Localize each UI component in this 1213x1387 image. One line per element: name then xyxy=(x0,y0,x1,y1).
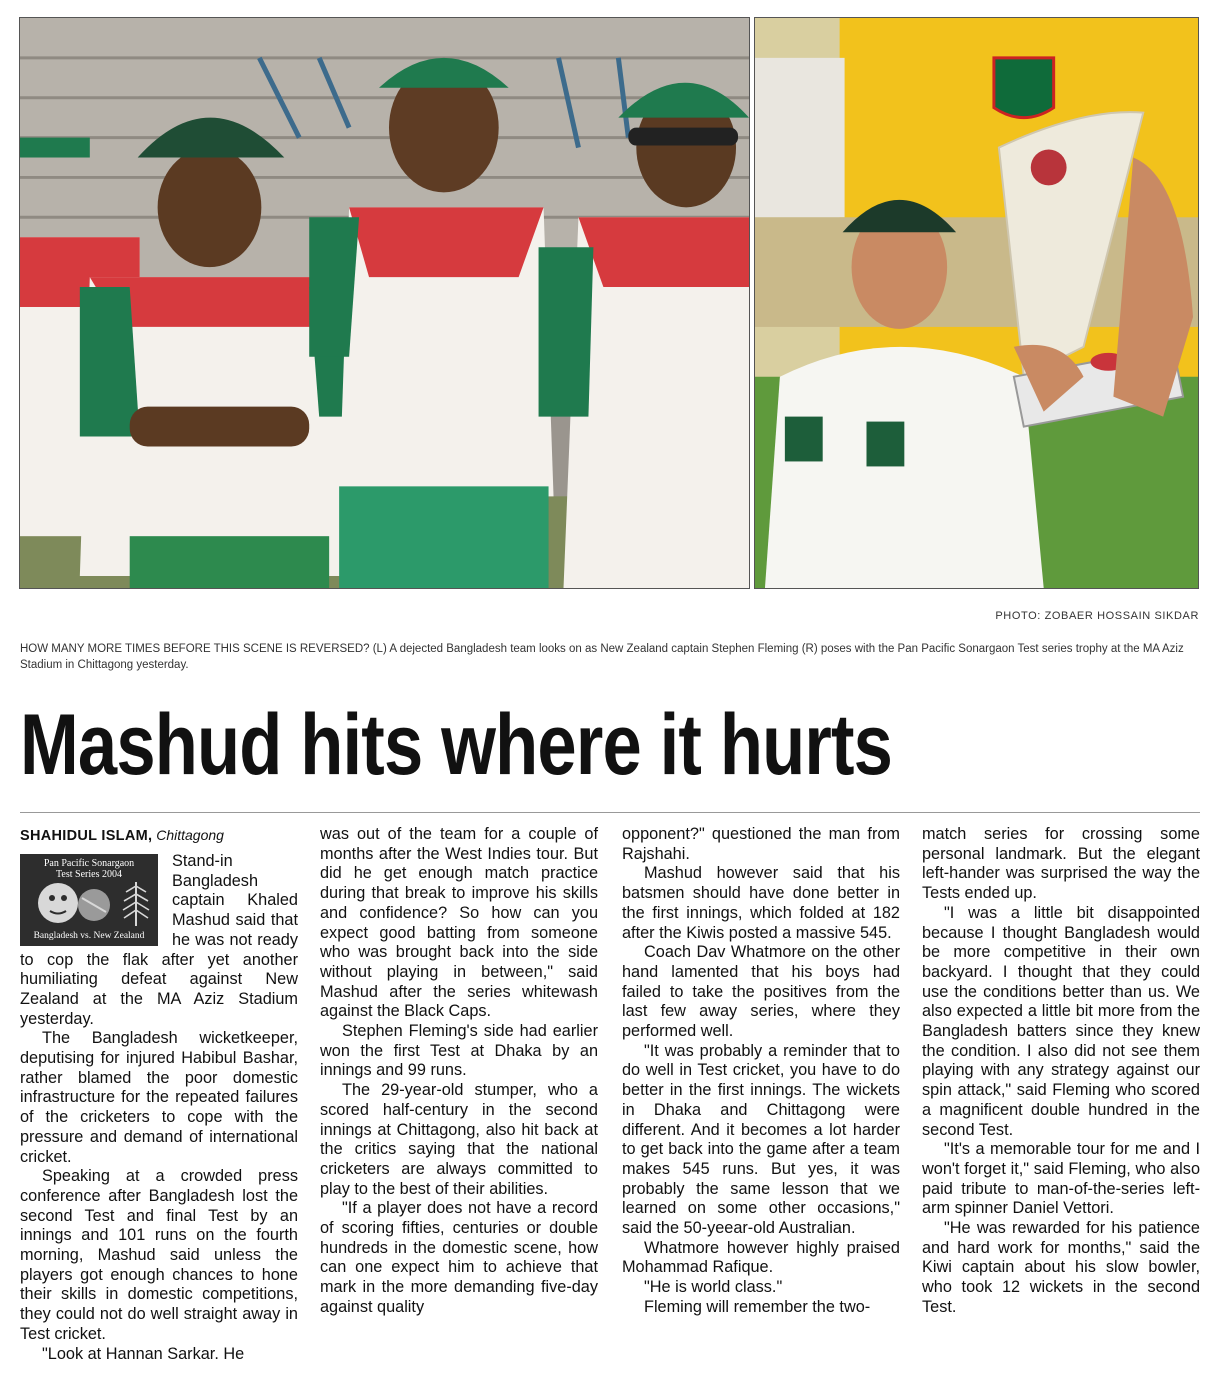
paragraph: match series for crossing some personal landmark. But the elegant left-hander was surprised the way the Tests ended up. xyxy=(922,825,1200,903)
headline: Mashud hits where it hurts xyxy=(20,697,893,793)
paragraph: "He was rewarded for his patience and hard work for months," said the Kiwi captain about his slow bowler, who took 12 wickets in the second Test. xyxy=(922,1219,1200,1316)
tiger-fern-ball-icon xyxy=(20,878,158,928)
photo-caption: HOW MANY MORE TIMES BEFORE THIS SCENE IS REVERSED? (L) A dejected Bangladesh team looks on as New Zealand captain Stephen Fleming (R) poses with the Pan Pacific Sonargaon Test series trophy at the MA Aziz Stadium in Chittagong yesterday. xyxy=(20,643,1184,671)
paragraph: was out of the team for a couple of months after the West Indies tour. But did he get enough match practice during that break to improve his skills and confidence? So how can you expect good batting from someone who was brought back into the side without playing in between," said Mashud after the series whitewash against the Black Caps. xyxy=(320,825,598,1021)
byline-name: SHAHIDUL ISLAM, xyxy=(20,828,153,844)
series-logo-title xyxy=(20,858,158,880)
paragraph: Fleming will remember the two- xyxy=(644,1297,871,1316)
photo-row xyxy=(19,17,1199,589)
paragraph: "It's a memorable tour for me and I won't forget it," said Fleming, who also paid tribute to man-of-the-series left-arm spinner Daniel Vettori. xyxy=(922,1140,1200,1218)
paragraph: opponent?" questioned the man from Rajshahi. xyxy=(622,825,900,863)
series-logo xyxy=(20,854,158,946)
photo-credit: PHOTO: ZOBAER HOSSAIN SIKDAR xyxy=(995,610,1199,622)
series-logo-line2: Test Series 2004 xyxy=(56,869,122,880)
paragraph: Stephen Fleming's side had earlier won the first Test at Dhaka by an innings and 99 runs. xyxy=(320,1022,598,1080)
fleming-trophy-photo-drawing xyxy=(755,18,1198,588)
article-column-1 xyxy=(20,825,298,1364)
bangladesh-team-photo-drawing xyxy=(20,18,749,588)
paragraph: Coach Dav Whatmore on the other hand lamented that his boys had failed to take the positives from the last few away series, where they performed well. xyxy=(622,943,900,1041)
paragraph: The Bangladesh wicketkeeper, deputising for injured Habibul Bashar, rather blamed the poor domestic infrastructure for the repeated failures of the cricketers to cope with the pressure and demand of international cricket. xyxy=(20,1029,298,1166)
paragraph: "If a player does not have a record of scoring fifties, centuries or double hundreds in the domestic scene, how can one expect him to achieve that mark in the more demanding five-day against quality xyxy=(320,1199,598,1316)
paragraph: "Look at Hannan Sarkar. He xyxy=(42,1344,245,1363)
paragraph: Stand-in Bangladesh captain Khaled Mashud said that he was not ready to cop the flak after yet another humiliating defeat against New Zealand at the MA Aziz Stadium yesterday. xyxy=(20,852,298,1028)
paragraph: Mashud however said that his batsmen should have done better in the first innings, which folded at 182 after the Kiwis posted a massive 545. xyxy=(622,864,900,942)
byline xyxy=(20,825,298,846)
byline-place: Chittagong xyxy=(156,827,224,843)
bangladesh-team-photo xyxy=(19,17,750,589)
paragraph: The 29-year-old stumper, who a scored half-century in the second innings at Chittagong, also hit back at the critics saying that the national cricketers are always committed to play to the best of their abilities. xyxy=(320,1081,598,1198)
paragraph: Whatmore however highly praised Mohammad Rafique. xyxy=(622,1238,900,1277)
article-column-3 xyxy=(622,825,900,1318)
paragraph: "I was a little bit disappointed because I thought Bangladesh would be more competitive in their own backyard. I thought that they could use the conditions better than us. We also expected a little bit more from the Bangladesh batters since they knew the condition. I also did not see them playing with any strategy against our spin attack," said Fleming who scored a magnificent double hundred in the second Test. xyxy=(922,903,1200,1139)
paragraph: Speaking at a crowded press conference after Bangladesh lost the second Test and final Test by an innings and 101 runs on the fourth morning, Mashud said unless the players got enough chances to hone their skills in domestic competitions, they could not do well straight away in Test cricket. xyxy=(20,1167,298,1343)
paragraph: "It was probably a reminder that to do well in Test cricket, you have to do better in the first innings. The wickets in Dhaka and Chittagong were different. And it becomes a lot harder to get back into the game after a team makes 545 runs. But yes, it was probably the same lesson that we learned on some other occasions," said the 50-yeear-old Australian. xyxy=(622,1041,900,1238)
article-column-4 xyxy=(922,825,1200,1318)
headline-divider xyxy=(20,812,1200,813)
article-column-2 xyxy=(320,825,598,1318)
fleming-trophy-photo xyxy=(754,17,1199,589)
series-logo-line1: Pan Pacific Sonargaon xyxy=(43,858,135,869)
series-logo-bottom: Bangladesh vs. New Zealand xyxy=(33,931,145,941)
paragraph: "He is world class." xyxy=(644,1278,783,1297)
